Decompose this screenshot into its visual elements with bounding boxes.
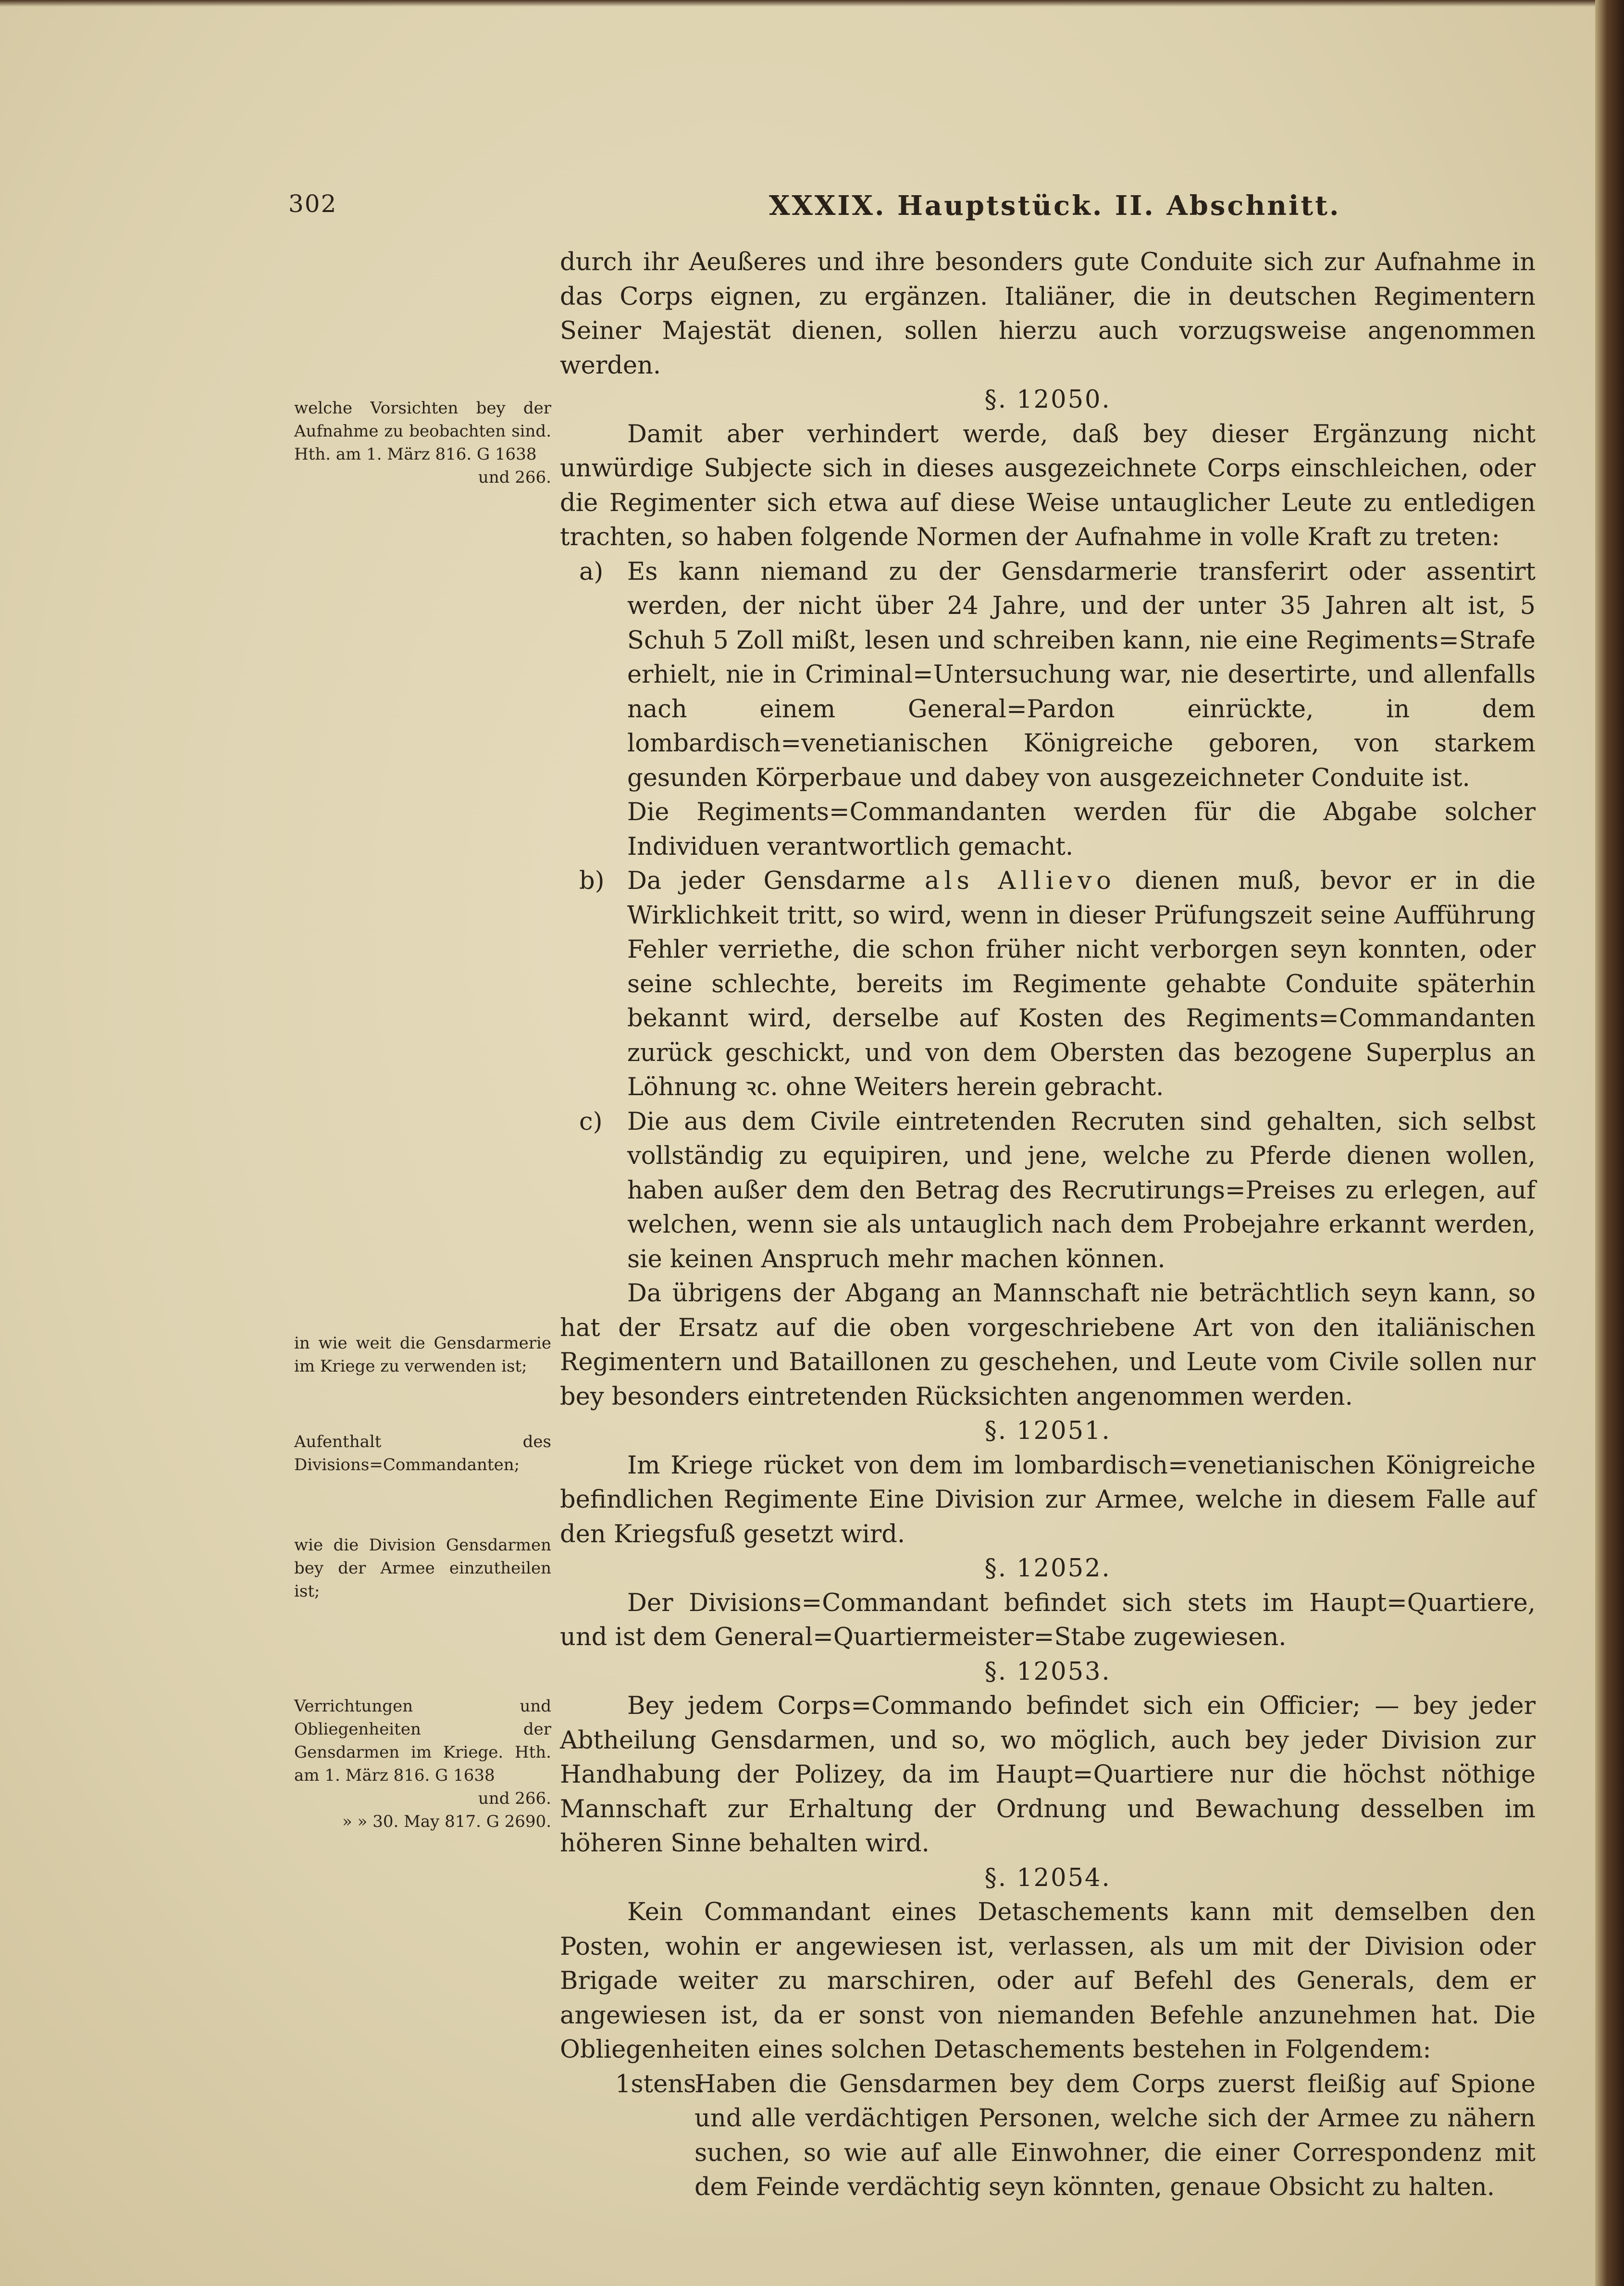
section-heading-12051: §. 12051. [984, 1417, 1111, 1445]
margin-note-ref: und 266. [478, 468, 551, 487]
margin-note-ref: und 266. [478, 1789, 551, 1808]
margin-note-text: welche Vorsichten bey der Aufnahme zu beobachten sind. Hth. am 1. März 816. G 1638 [294, 399, 551, 464]
margin-note-admission [294, 397, 551, 489]
page-number: 302 [288, 190, 337, 218]
section-heading-12054: §. 12054. [984, 1863, 1111, 1892]
running-head: XXXIX. Hauptstück. II. Abschnitt. [769, 190, 1341, 222]
page-header [288, 190, 1586, 228]
margin-note-text: Verrichtungen und Obliegenheiten der Gensdarmen im Kriege. Hth. am 1. März 816. G 1638 [294, 1697, 551, 1785]
list-text-start: Da jeder Gensdarme [627, 867, 925, 895]
page-top-edge [0, 0, 1624, 7]
section-heading-12052: §. 12052. [984, 1554, 1111, 1583]
list-label: b) [579, 867, 605, 895]
list-item-first [560, 2067, 1536, 2205]
list-text: Die aus dem Civile eintretenden Recruten sind gehalten, sich selbst vollständig zu equipiren, und jene, welche zu Pferde dienen wollen, haben außer dem den Betrag des Recrutirungs=Preises zu erlegen, auf welchen, wenn sie als untauglich nach dem Probejahre erkannt werden, sie keinen Anspruch mehr machen können. [627, 1107, 1536, 1274]
allievo-term: als Allievo [924, 867, 1116, 895]
list-label: c) [579, 1107, 603, 1136]
list-item-c [560, 1105, 1536, 1277]
list-item-a [560, 555, 1536, 864]
list-text-end: dienen muß, bevor er in die Wirklichkeit tritt, so wird, wenn in dieser Prüfungszeit seine Aufführung Fehler verriethe, die schon früher nicht verborgen seyn konnten, oder seine schlechte, bereits im Regimente gehabte Conduite späterhin bekannt wird, derselbe auf Kosten des Regiments=Commandanten zurück geschickt, und von dem Obersten das bezogene Superplus an Löhnung ꝛc. ohne Weiters herein gebracht. [627, 867, 1536, 1101]
section-heading-12050: §. 12050. [984, 386, 1111, 414]
paragraph: Kein Commandant eines Detaschements kann mit demselben den Posten, wohin er angewiesen ist, verlassen, als um mit der Division oder Brigade weiter zu marschiren, oder auf Befehl des Generals, dem er angewiesen ist, da er sonst von niemanden Befehle anzunehmen hat. Die Obliegenheiten eines solchen Detaschements bestehen in Folgendem: [560, 1898, 1536, 2064]
list-item-b [560, 864, 1536, 1105]
list-text: Es kann niemand zu der Gensdarmerie transferirt oder assentirt werden, der nicht über 24 Jahre, und der unter 35 Jahren alt ist, 5 Schuh 5 Zoll mißt, lesen und schreiben kann, nie eine Regiments=Strafe erhielt, nie in Criminal=Untersuchung war, nie desertirte, und allenfalls nach einem General=Pardon einrückte, in dem lombardisch=venetianischen Königreiche geboren, von starkem gesunden Körperbaue und dabey von ausgezeichneter Conduite ist. [627, 557, 1536, 792]
main-text [560, 245, 1536, 2205]
margin-note-text: Aufenthalt des Divisions=Commandanten; [294, 1432, 551, 1474]
book-spine [1595, 0, 1624, 2286]
margin-note-ref-2: » » 30. May 817. G 2690. [342, 1812, 551, 1831]
section-heading-12053: §. 12053. [984, 1657, 1111, 1686]
paragraph: Der Divisions=Commandant befindet sich stets im Haupt=Quartiere, und ist dem General=Quartiermeister=Stabe zugewiesen. [560, 1588, 1536, 1651]
paragraph: durch ihr Aeußeres und ihre besonders gute Conduite sich zur Aufnahme in das Corps eignen, zu ergänzen. Italiäner, die in deutschen Regimentern Seiner Majestät dienen, sollen hierzu auch vorzugsweise angenommen werden. [560, 248, 1536, 380]
margin-note-commandant [294, 1430, 551, 1476]
list-label: a) [579, 557, 604, 586]
list-text [627, 864, 1536, 1105]
paragraph: Da übrigens der Abgang an Mannschaft nie beträchtlich seyn kann, so hat der Ersatz auf die oben vorgeschriebene Art von den italiänischen Regimentern und Bataillonen zu geschehen, und Leute vom Civile sollen nur bey besonders eintretenden Rücksichten angenommen werden. [560, 1279, 1536, 1411]
paragraph: Im Kriege rücket von dem im lombardisch=venetianischen Königreiche befindlichen Regimente Eine Division zur Armee, welche in diesem Falle auf den Kriegsfuß gesetzt wird. [560, 1451, 1536, 1549]
paragraph: Bey jedem Corps=Commando befindet sich ein Officier; — bey jeder Abtheilung Gensdarmen, und so, wo möglich, auch bey jeder Division zur Handhabung der Polizey, da im Haupt=Quartiere nur die höchst nöthige Mannschaft zur Erhaltung der Ordnung und Bewachung desselben im höheren Sinne behalten wird. [560, 1692, 1536, 1858]
margin-note-war-use [294, 1332, 551, 1378]
margin-note-text: in wie weit die Gensdarmerie im Kriege zu verwenden ist; [294, 1334, 551, 1376]
list-text: Haben die Gensdarmen bey dem Corps zuerst fleißig auf Spione und alle verdächtigen Personen, welche sich der Armee zu nähern suchen, so wie auf alle Einwohner, die einer Correspondenz mit dem Feinde verdächtig seyn könnten, genaue Obsicht zu halten. [694, 2070, 1536, 2201]
margin-note-division [294, 1534, 551, 1603]
margin-note-text: wie die Division Gensdarmen bey der Armee einzutheilen ist; [294, 1536, 551, 1601]
list-text-continued: Die Regiments=Commandanten werden für die Abgabe solcher Individuen verantwortlich gemacht. [627, 798, 1536, 861]
list-label: 1stens: [615, 2070, 705, 2099]
margin-note-duties [294, 1695, 551, 1833]
paragraph: Damit aber verhindert werde, daß bey dieser Ergänzung nicht unwürdige Subjecte sich in dieses ausgezeichnete Corps einschleichen, oder die Regimenter sich etwa auf diese Weise untauglicher Leute zu entledigen trachten, so haben folgende Normen der Aufnahme in volle Kraft zu treten: [560, 420, 1536, 551]
